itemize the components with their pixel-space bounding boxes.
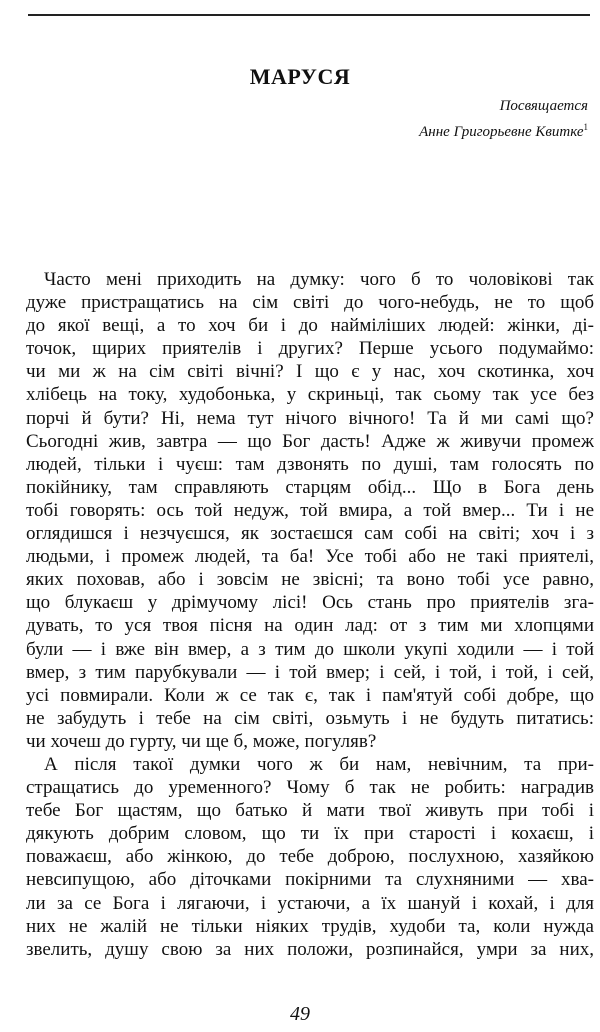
page-number: 49 bbox=[290, 1003, 310, 1025]
text-line: не забудуть і тебе на сім світі, озьмуть і не будуть питатись: bbox=[26, 707, 594, 729]
text-line: людей, тільки і чуєш: там дзвонять по душі, там голосять по bbox=[26, 453, 594, 475]
dedication-name: Анне Григорьевне Квитке bbox=[419, 124, 584, 140]
text-line: Часто мені приходить на думку: чого б то чоловікові так bbox=[44, 269, 594, 290]
text-line: ли за се Бога і лягаючи, і устаючи, а їх шануй і кохай, і для bbox=[26, 892, 594, 914]
text-line: Сьогодні жив, завтра — що Бог дасть! Адже ж живучи промеж bbox=[26, 430, 594, 452]
text-line: дувать, то уся твоя пісня на один лад: от з тим ми хлопцями bbox=[26, 615, 594, 637]
text-line: усі повмирали. Коли ж се так є, так і пам'ятуй собі добре, що bbox=[26, 684, 594, 706]
text-line: тебе Бог щастям, що батько й мати твої живуть при тобі і bbox=[26, 800, 594, 822]
dedication bbox=[419, 96, 588, 143]
text-line: стращатись до уременного? Чому б так не робить: наградив bbox=[26, 777, 594, 799]
text-line: точок, щирих приятелів і других? Перше усього подумаймо: bbox=[26, 338, 594, 360]
text-line: що блукаєш у дрімучому лісі! Ось стань про приятелів зга- bbox=[26, 592, 594, 614]
text-line: до якої вещі, а то хоч би і до найміліших людей: жінки, ді- bbox=[26, 315, 594, 337]
text-line: звелить, душу свою за них положи, розпинайся, умри за них, bbox=[26, 938, 594, 960]
dedication-line-2 bbox=[419, 117, 588, 143]
text-line: порчі й бути? Ні, нема тут нічого вічного! Та й ми самі що? bbox=[26, 407, 594, 429]
dedication-line-1: Посвящается bbox=[499, 98, 588, 114]
footnote-mark: 1 bbox=[583, 122, 588, 132]
text-line: поважаєш, або жінкою, до тебе доброю, послухною, хазяйкою bbox=[26, 846, 594, 868]
body-text bbox=[26, 268, 594, 961]
text-line: вмер, з тим парубкували — і той вмер; і сей, і той, і той, і сей, bbox=[26, 661, 594, 683]
text-line: А після такої думки чого ж би нам, невічним, та при- bbox=[44, 753, 594, 775]
text-line: були — і вже він вмер, а з тим до школи укупі ходили — і той bbox=[26, 638, 594, 660]
text-line: яких поховав, або і зовсім не звісні; та воно тобі усе равно, bbox=[26, 569, 594, 591]
text-line: оглядишся і незчуєшся, як зостаєшся сам собі на світі; хоч і з bbox=[26, 523, 594, 545]
top-rule bbox=[28, 14, 590, 16]
text-line: чи ми ж на сім світі вічні? І що є у нас, хоч скотинка, хоч bbox=[26, 361, 594, 383]
text-line: дуже пристращатись на сім світі до чого-небудь, не то щоб bbox=[26, 292, 594, 314]
text-line: покійнику, там справляють старцям обід... Що в Бога день bbox=[26, 476, 594, 498]
text-line: хлібець на току, худобонька, у скриньці, так сьому так усе без bbox=[26, 384, 594, 406]
text-line: людьми, і промеж людей, та ба! Усе тобі або не такі приятелі, bbox=[26, 546, 594, 568]
story-title: МАРУСЯ bbox=[249, 64, 351, 89]
text-line: них не жалій не тільки ніяких трудів, худоби та, коли нужда bbox=[26, 915, 594, 937]
text-line: тобі говорять: ось той недуж, той вмира, а той вмер... Ти і не bbox=[26, 499, 594, 521]
text-line: невсипущою, або діточками покірними та слухняними — хва- bbox=[26, 869, 594, 891]
text-line: чи хочеш до гурту, чи ще б, може, погуляв? bbox=[26, 730, 377, 752]
text-line: дякують добрим словом, що ти їх при старості і кохаєш, і bbox=[26, 823, 594, 845]
